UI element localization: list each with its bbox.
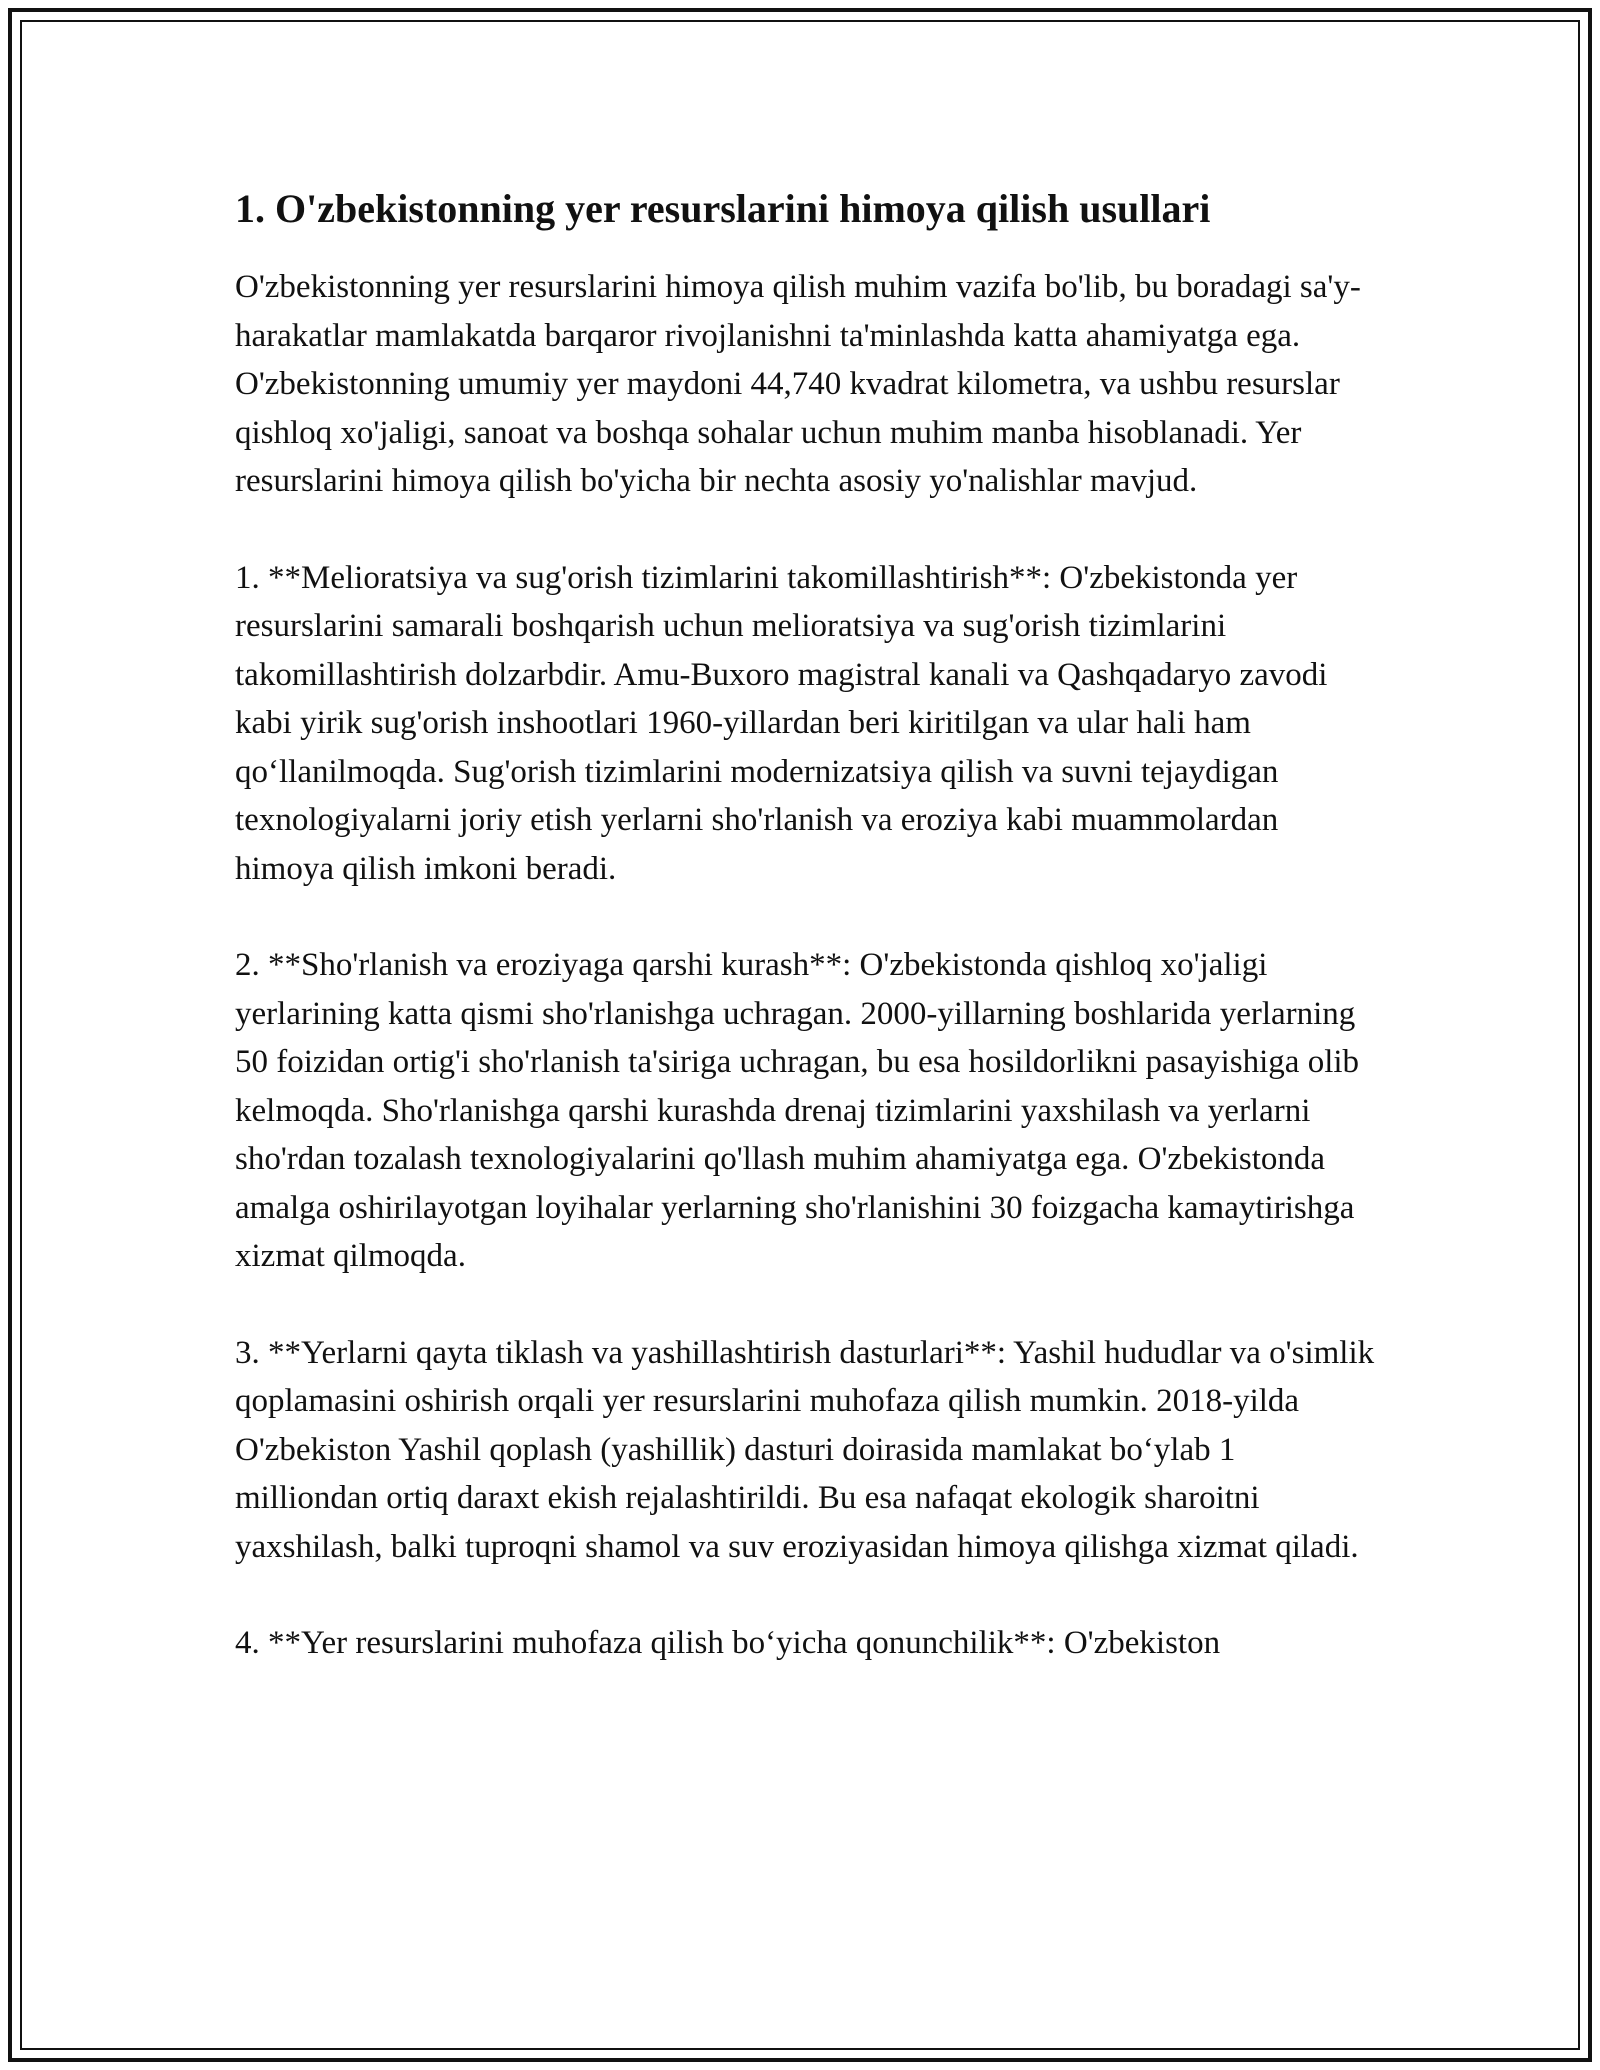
paragraph-item-4: 4. **Yer resurslarini muhofaza qilish bo‘yicha qonunchilik**: O'zbekiston — [235, 1625, 1221, 1661]
paragraph-intro: O'zbekistonning yer resurslarini himoya qilish muhim vazifa bo'lib, bu boradagi sa'y-harakatlar mamlakatda barqaror rivojlanishni ta'minlashda katta ahamiyatga ega. O'zbekistonning umumiy yer maydoni 44,740 kvadrat kilometra, va ushbu resurslar qishloq xo'jaligi, sanoat va boshqa sohalar uchun muhim manba hisoblanadi. Yer resurslarini himoya qilish bo'yicha bir nechta asosiy yo'nalishlar mavjud. — [235, 269, 1361, 499]
paragraph-item-1: 1. **Melioratsiya va sug'orish tizimlarini takomillashtirish**: O'zbekistonda yer resurslarini samarali boshqarish uchun melioratsiya va sug'orish tizimlarini takomillashtirish dolzarbdir. Amu-Buxoro magistral kanali va Qashqadaryo zavodi kabi yirik sug'orish inshootlari 1960-yillardan beri kiritilgan va ular hali ham qo‘llanilmoqda. Sug'orish tizimlarini modernizatsiya qilish va suvni tejaydigan texnologiyalarni joriy etish yerlarni sho'rlanish va eroziya kabi muammolardan himoya qilish imkoni beradi. — [235, 559, 1328, 887]
paragraph-item-3: 3. **Yerlarni qayta tiklash va yashillashtirish dasturlari**: Yashil hududlar va o'simlik qoplamasini oshirish orqali yer resurslarini muhofaza qilish mumkin. 2018-yilda O'zbekiston Yashil qoplash (yashillik) dasturi doirasida mamlakat bo‘ylab 1 milliondan ortiq daraxt ekish rejalashtirildi. Bu esa nafaqat ekologik sharoitni yaxshilash, balki tuproqni shamol va suv eroziyasidan himoya qilishga xizmat qiladi. — [235, 1334, 1375, 1565]
document-body — [235, 183, 1375, 1716]
paragraph-item-2: 2. **Sho'rlanish va eroziyaga qarshi kurash**: O'zbekistonda qishloq xo'jaligi yerlarining katta qismi sho'rlanishga uchragan. 2000-yillarning boshlarida yerlarning 50 foizidan ortig'i sho'rlanish ta'siriga uchragan, bu esa hosildorlikni pasayishiga olib kelmoqda. Sho'rlanishga qarshi kurashda drenaj tizimlarini yaxshilash va yerlarni sho'rdan tozalash texnologiyalarini qo'llash muhim ahamiyatga ega. O'zbekistonda amalga oshirilayotgan loyihalar yerlarning sho'rlanishini 30 foizgacha kamaytirishga xizmat qilmoqda. — [235, 947, 1360, 1274]
document-title: 1. O'zbekistonning yer resurslarini himoya qilish usullari — [235, 186, 1211, 231]
